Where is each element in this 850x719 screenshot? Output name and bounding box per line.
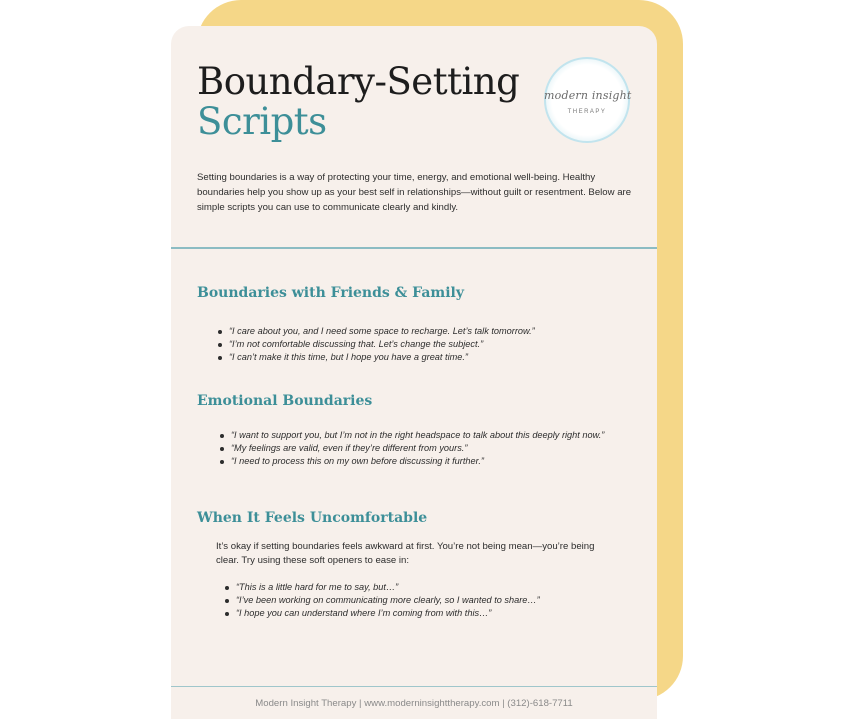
logo-subtitle: THERAPY <box>567 109 607 115</box>
list-item: “I can’t make it this time, but I hope you have a great time.” <box>216 351 616 364</box>
list-item: “I hope you can understand where I’m coming from with this…” <box>223 607 623 620</box>
list-item: “I want to support you, but I’m not in the right headspace to talk about this deeply right now.” <box>218 429 613 442</box>
brand-logo <box>544 57 630 143</box>
list-item: “I care about you, and I need some space to recharge. Let’s talk tomorrow.” <box>216 325 616 338</box>
list-item: “I need to process this on my own before discussing it further.” <box>218 455 613 468</box>
section-heading-emotional: Emotional Boundaries <box>197 393 373 409</box>
script-list-soft-openers <box>223 581 623 620</box>
script-list-emotional <box>218 429 613 468</box>
list-item: “I’m not comfortable discussing that. Let’s change the subject.” <box>216 338 616 351</box>
script-list-friends-family <box>216 325 616 364</box>
section-divider <box>171 247 657 249</box>
list-item: “I’ve been working on communicating more clearly, so I wanted to share…” <box>223 594 623 607</box>
worksheet-page <box>171 26 657 719</box>
page-title <box>197 62 519 142</box>
logo-script-text: modern insight <box>544 89 632 102</box>
intro-paragraph: Setting boundaries is a way of protecting your time, energy, and emotional well-being. Healthy boundaries help you show up as your best self in relationships—without guilt or resentment. Below are simple scripts you can use to communicate clearly and kindly. <box>197 172 632 213</box>
section-heading-uncomfortable: When It Feels Uncomfortable <box>197 510 428 526</box>
title-line-2: Scripts <box>197 100 327 143</box>
list-item: “My feelings are valid, even if they’re different from yours.” <box>218 442 613 455</box>
footer-divider <box>171 686 657 687</box>
section-heading-friends-family: Boundaries with Friends & Family <box>197 285 464 301</box>
uncomfortable-paragraph: It’s okay if setting boundaries feels awkward at first. You’re not being mean—you’re being clear. Try using these soft openers to ease in: <box>216 541 595 566</box>
list-item: “This is a little hard for me to say, but…” <box>223 581 623 594</box>
title-line-1: Boundary-Setting <box>197 60 520 103</box>
footer-contact: Modern Insight Therapy | www.moderninsighttherapy.com | (312)-618-7711 <box>255 698 573 709</box>
